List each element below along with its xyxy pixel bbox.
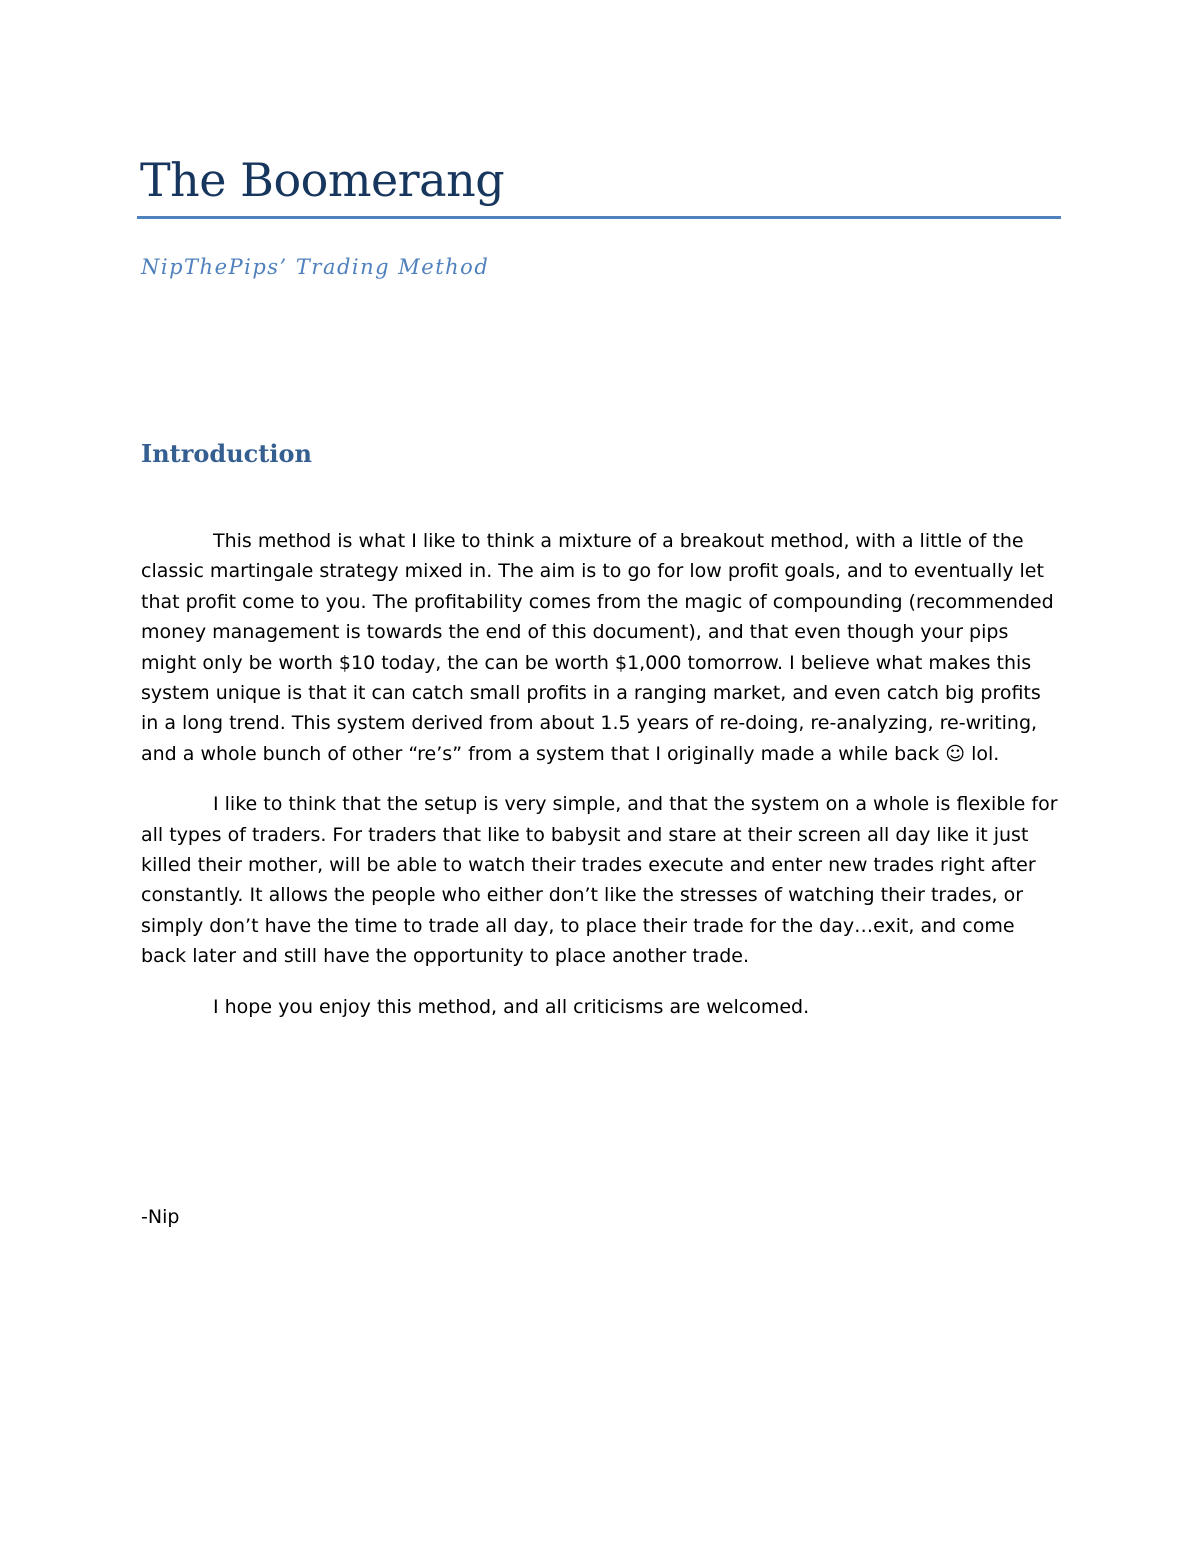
section-heading-introduction: Introduction [141, 439, 312, 468]
paragraph: This method is what I like to think a mixture of a breakout method, with a little of the classic martingale strategy mixed in. The aim is to go for low profit goals, and to eventually let that profit come to you. The profitability comes from the magic of compounding (recommended money management is towards the end of this document), and that even though your pips might only be worth $10 today, the can be worth $1,000 tomorrow. I believe what makes this system unique is that it can catch small profits in a ranging market, and even catch big profits in a long trend. This system derived from about 1.5 years of re-doing, re-analyzing, re-writing, and a whole bunch of other “re’s” from a system that I originally made a while back ☺ lol. [141, 530, 1054, 765]
title-underline-rule [137, 216, 1061, 219]
signature: -Nip [141, 1206, 180, 1228]
paragraph: I like to think that the setup is very simple, and that the system on a whole is flexible for all types of traders. For traders that like to babysit and stare at their screen all day like it just killed their mother, will be able to watch their trades execute and enter new trades right after constantly. It allows the people who either don’t like the stresses of watching their trades, or simply don’t have the time to trade all day, to place their trade for the day…exit, and come back later and still have the opportunity to place another trade. [141, 793, 1058, 968]
document-subtitle: NipThePips’ Trading Method [141, 255, 490, 279]
introduction-body [141, 526, 1063, 1042]
paragraph: I hope you enjoy this method, and all criticisms are welcomed. [213, 995, 810, 1018]
document-title: The Boomerang [140, 153, 505, 207]
